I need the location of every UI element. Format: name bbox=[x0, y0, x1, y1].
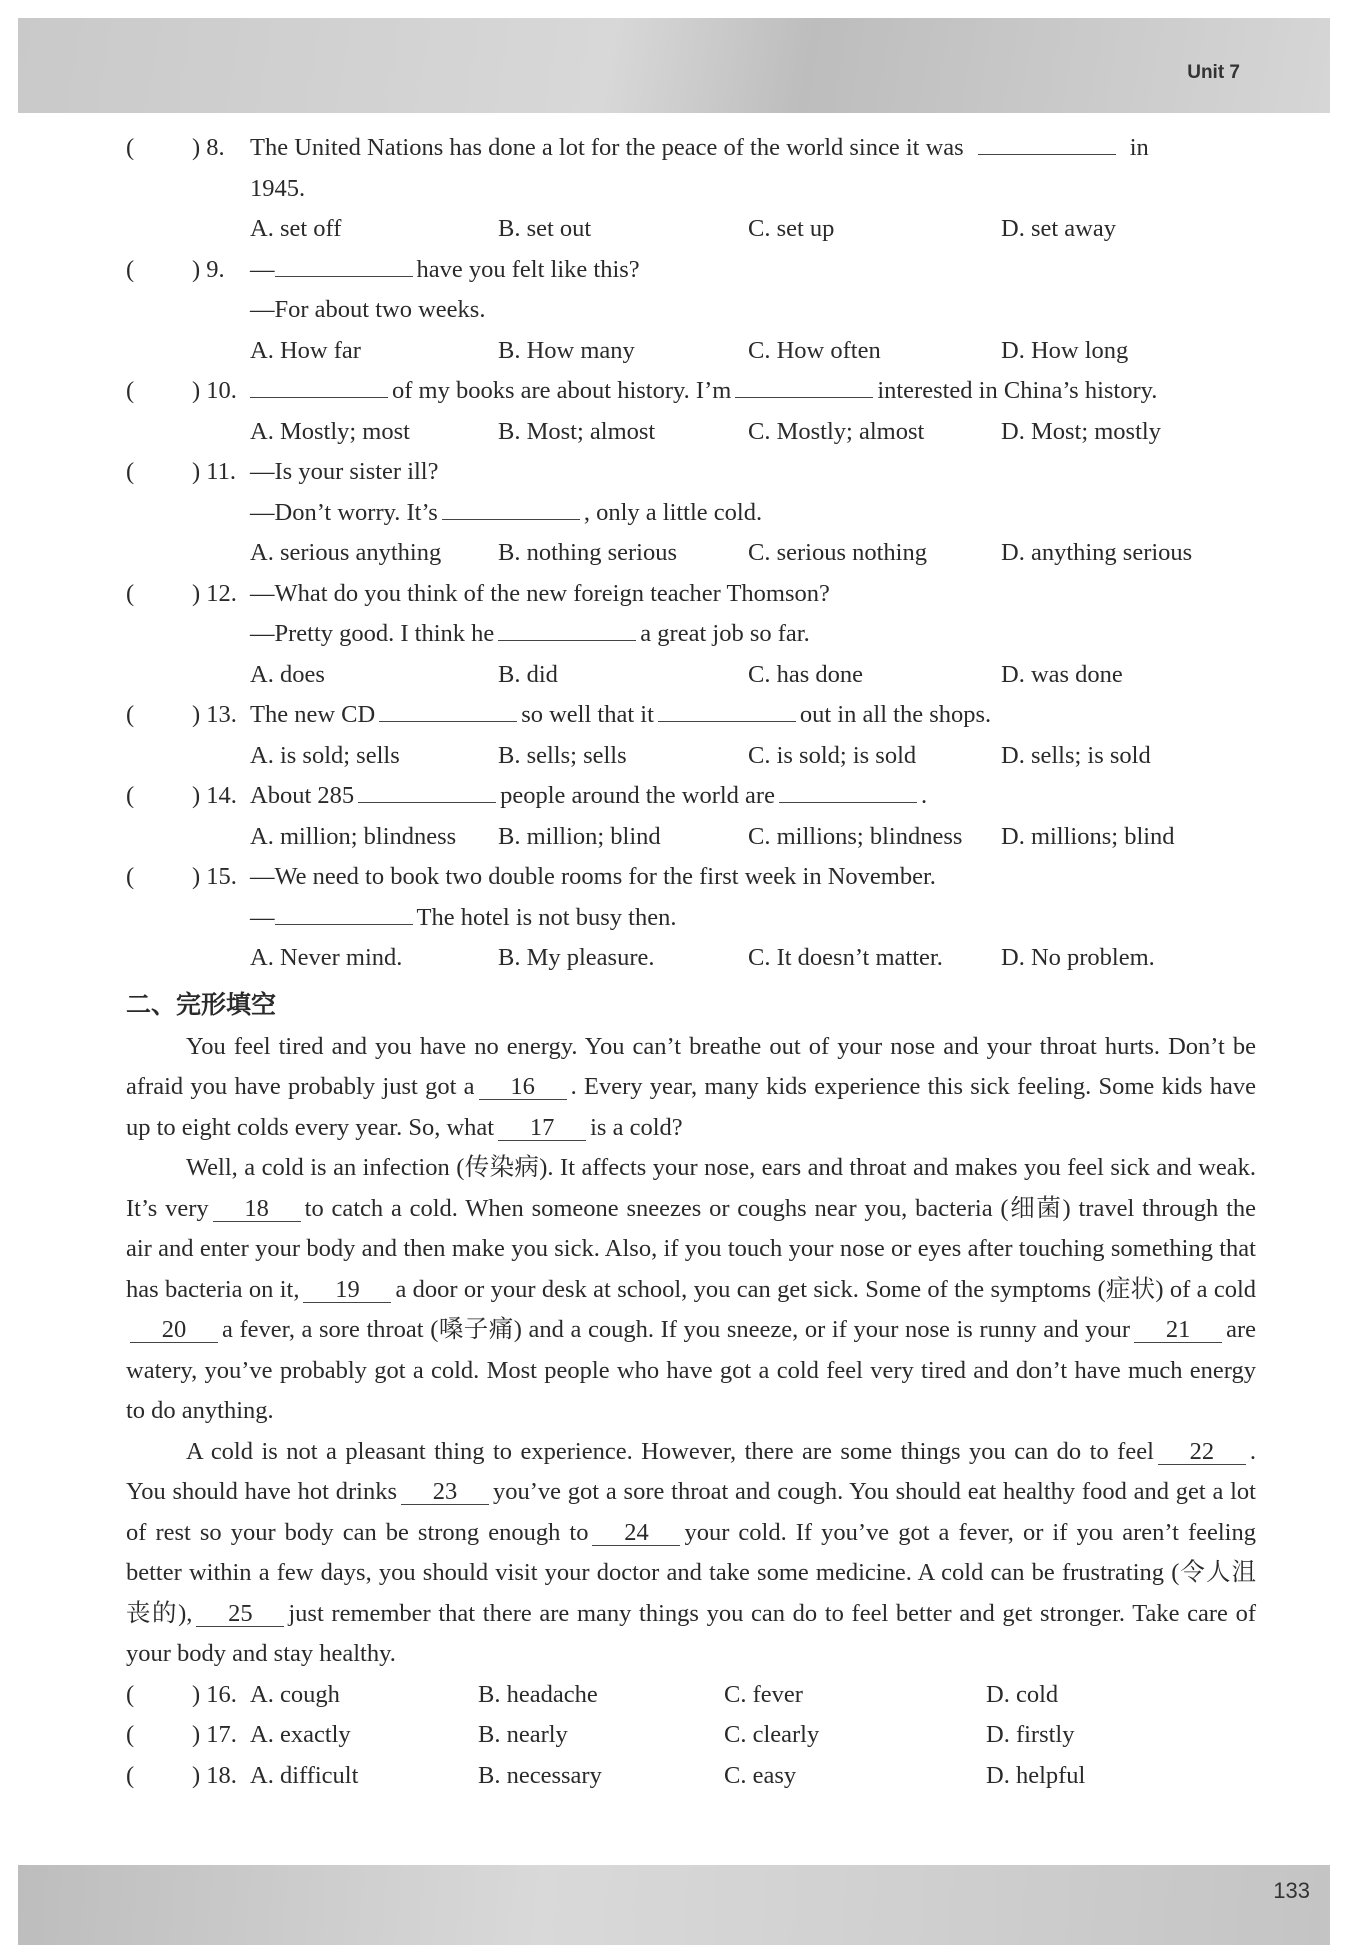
passage-text: just remember that there are many things you can do to feel better and get stronger. Take care of your body and stay healthy. bbox=[126, 1599, 1256, 1667]
cloze-gap-16[interactable]: 16 bbox=[479, 1075, 567, 1100]
option-b: B. Most; almost bbox=[498, 417, 656, 445]
question-stem: in bbox=[1129, 134, 1149, 161]
option-b: B. million; blind bbox=[498, 822, 661, 850]
answer-blank[interactable] bbox=[735, 375, 873, 398]
question-number: ) 18. bbox=[192, 1761, 237, 1789]
option-d: D. millions; blind bbox=[1001, 822, 1175, 850]
passage-text: A cold is not a pleasant thing to experience. However, there are some things you can do to feel bbox=[186, 1437, 1154, 1465]
answer-blank[interactable] bbox=[250, 375, 388, 398]
cloze-gap-22[interactable]: 22 bbox=[1158, 1440, 1246, 1465]
option-c: C. fever bbox=[724, 1680, 803, 1708]
option-a: A. set off bbox=[250, 215, 342, 242]
answer-blank[interactable] bbox=[779, 780, 917, 803]
option-b: B. sells; sells bbox=[498, 741, 627, 769]
answer-paren: ( bbox=[126, 701, 135, 728]
answer-blank[interactable] bbox=[275, 254, 413, 277]
answer-blank[interactable] bbox=[275, 902, 413, 925]
answer-paren: ( bbox=[126, 458, 135, 485]
question-number: ) 14. bbox=[192, 782, 237, 809]
answer-paren: ( bbox=[126, 1680, 135, 1708]
question-number: ) 13. bbox=[192, 701, 237, 728]
question-number: ) 11. bbox=[192, 458, 236, 485]
option-c: C. millions; blindness bbox=[748, 822, 963, 850]
option-d: D. was done bbox=[1001, 660, 1123, 688]
cloze-question-16 bbox=[126, 1675, 1256, 1716]
question-stem: — bbox=[250, 255, 275, 283]
option-d: D. firstly bbox=[986, 1721, 1075, 1748]
question-number: ) 15. bbox=[192, 863, 237, 890]
question-stem: —We need to book two double rooms for the first week in November. bbox=[250, 863, 936, 890]
passage-text: you’ve got a sore throat and cough. You should eat healthy food and get a lot of rest so your body can be strong enough to bbox=[126, 1478, 1256, 1546]
page-content bbox=[126, 128, 1256, 1796]
question-number: ) 17. bbox=[192, 1721, 237, 1748]
option-a: A. difficult bbox=[250, 1761, 359, 1789]
question-8 bbox=[126, 128, 1256, 250]
option-b: B. headache bbox=[478, 1680, 598, 1708]
question-stem: out in all the shops. bbox=[799, 701, 992, 728]
option-d: D. No problem. bbox=[1001, 944, 1155, 971]
option-d: D. sells; is sold bbox=[1001, 741, 1151, 769]
answer-paren: ( bbox=[126, 782, 135, 809]
option-a: A. exactly bbox=[250, 1721, 351, 1748]
option-b: B. nothing serious bbox=[498, 539, 677, 566]
page-number: 133 bbox=[1273, 1878, 1310, 1903]
option-b: B. set out bbox=[498, 215, 592, 242]
question-stem: of my books are about history. I’m bbox=[392, 377, 732, 404]
answer-paren: ( bbox=[126, 134, 135, 161]
question-stem: —For about two weeks. bbox=[250, 296, 486, 323]
answer-paren: ( bbox=[126, 1721, 135, 1748]
question-stem: — bbox=[250, 903, 275, 931]
question-stem: About 285 bbox=[250, 782, 355, 809]
answer-paren: ( bbox=[126, 579, 135, 607]
question-number: ) 9. bbox=[192, 255, 225, 283]
passage-text: You feel tired and you have no energy. You can’t breathe out of your nose and your throat hurts. Don’t be afraid you have probably just got a bbox=[126, 1032, 1256, 1100]
option-d: D. anything serious bbox=[1001, 539, 1193, 566]
option-d: D. cold bbox=[986, 1680, 1059, 1708]
cloze-gap-17[interactable]: 17 bbox=[498, 1116, 586, 1141]
option-b: B. nearly bbox=[478, 1721, 568, 1748]
answer-paren: ( bbox=[126, 255, 135, 283]
header-band bbox=[18, 18, 1330, 113]
cloze-gap-20[interactable]: 20 bbox=[130, 1318, 218, 1343]
option-a: A. does bbox=[250, 660, 325, 688]
option-c: C. It doesn’t matter. bbox=[748, 944, 943, 971]
option-a: A. serious anything bbox=[250, 539, 442, 566]
question-stem: have you felt like this? bbox=[416, 255, 640, 283]
question-stem: —Is your sister ill? bbox=[250, 458, 439, 485]
cloze-gap-18[interactable]: 18 bbox=[213, 1197, 301, 1222]
option-c: C. easy bbox=[724, 1761, 797, 1789]
passage-text: . Every year, many kids experience this sick feeling. Some kids have up to eight colds every year. So, what bbox=[126, 1073, 1256, 1141]
option-c: C. serious nothing bbox=[748, 539, 927, 566]
cloze-gap-25[interactable]: 25 bbox=[196, 1602, 284, 1627]
option-b: B. My pleasure. bbox=[498, 944, 655, 971]
answer-blank[interactable] bbox=[498, 618, 636, 641]
question-stem: The hotel is not busy then. bbox=[416, 903, 677, 931]
question-stem: 1945. bbox=[250, 174, 306, 202]
cloze-question-17 bbox=[126, 1715, 1256, 1756]
option-a: A. cough bbox=[250, 1680, 340, 1708]
question-15 bbox=[126, 857, 1256, 979]
option-a: A. is sold; sells bbox=[250, 741, 400, 769]
option-c: C. clearly bbox=[724, 1721, 820, 1748]
option-b: B. How many bbox=[498, 336, 635, 364]
question-stem: , only a little cold. bbox=[583, 498, 763, 526]
option-a: A. How far bbox=[250, 336, 361, 364]
answer-blank[interactable] bbox=[442, 497, 580, 520]
option-a: A. Mostly; most bbox=[250, 417, 410, 445]
passage-text: . You should have hot drinks bbox=[126, 1437, 1256, 1505]
answer-blank[interactable] bbox=[358, 780, 496, 803]
passage-paragraph-2 bbox=[126, 1148, 1256, 1432]
question-12 bbox=[126, 574, 1256, 696]
question-stem: . bbox=[920, 782, 928, 809]
answer-blank[interactable] bbox=[379, 699, 517, 722]
option-c: C. has done bbox=[748, 660, 863, 688]
question-stem: —What do you think of the new foreign teacher Thomson? bbox=[250, 579, 830, 607]
question-stem: The United Nations has done a lot for the peace of the world since it was bbox=[250, 134, 964, 161]
cloze-gap-19[interactable]: 19 bbox=[303, 1278, 391, 1303]
option-d: D. helpful bbox=[986, 1761, 1086, 1789]
question-13 bbox=[126, 695, 1256, 776]
question-14 bbox=[126, 776, 1256, 857]
answer-blank[interactable] bbox=[978, 132, 1116, 155]
footer-band bbox=[18, 1865, 1330, 1945]
answer-paren: ( bbox=[126, 1761, 135, 1789]
question-11 bbox=[126, 452, 1256, 574]
option-b: B. did bbox=[498, 660, 558, 688]
cloze-gap-21[interactable]: 21 bbox=[1134, 1318, 1222, 1343]
cloze-gap-23[interactable]: 23 bbox=[401, 1480, 489, 1505]
question-stem: a great job so far. bbox=[640, 620, 810, 647]
unit-label: Unit 7 bbox=[1187, 62, 1240, 83]
question-stem: interested in China’s history. bbox=[877, 377, 1158, 404]
answer-blank[interactable] bbox=[658, 699, 796, 722]
passage-text: a door or your desk at school, you can get sick. Some of the symptoms (症状) of a cold bbox=[395, 1275, 1257, 1303]
question-number: ) 12. bbox=[192, 579, 237, 607]
answer-paren: ( bbox=[126, 863, 135, 890]
option-d: D. set away bbox=[1001, 215, 1116, 242]
passage-text: Well, a cold is an infection (传染病). It affects your nose, ears and throat and makes you feel sick and weak. It’s very bbox=[126, 1154, 1256, 1222]
passage-text: are watery, you’ve probably got a cold. Most people who have got a cold feel very tired and don’t have much energy to do anything. bbox=[126, 1316, 1256, 1424]
passage-text: your cold. If you’ve got a fever, or if you aren’t feeling better within a few days, you should visit your doctor and take some medicine. A cold can be frustrating (令人沮丧的), bbox=[126, 1518, 1256, 1627]
option-d: D. Most; mostly bbox=[1001, 417, 1161, 445]
answer-paren: ( bbox=[126, 377, 135, 404]
question-9 bbox=[126, 250, 1256, 372]
question-number: ) 10. bbox=[192, 377, 237, 404]
question-number: ) 8. bbox=[192, 134, 225, 161]
question-stem: people around the world are bbox=[500, 782, 775, 809]
cloze-gap-24[interactable]: 24 bbox=[592, 1521, 680, 1546]
option-c: C. How often bbox=[748, 336, 881, 364]
passage-text: to catch a cold. When someone sneezes or coughs near you, bacteria (细菌) travel through the air and enter your body and then make you sick. Also, if you touch your nose or eyes after touching something that has bacteria on it, bbox=[126, 1194, 1257, 1303]
option-a: A. Never mind. bbox=[250, 944, 403, 971]
option-c: C. set up bbox=[748, 215, 835, 242]
option-b: B. necessary bbox=[478, 1761, 602, 1789]
question-number: ) 16. bbox=[192, 1680, 237, 1708]
question-stem: The new CD bbox=[250, 701, 376, 728]
option-c: C. is sold; is sold bbox=[748, 741, 917, 769]
cloze-question-18 bbox=[126, 1756, 1256, 1797]
passage-paragraph-1 bbox=[126, 1027, 1256, 1149]
question-stem: —Don’t worry. It’s bbox=[250, 498, 438, 526]
question-stem: —Pretty good. I think he bbox=[250, 620, 495, 647]
section-title: 二、完形填空 bbox=[126, 989, 277, 1019]
option-c: C. Mostly; almost bbox=[748, 417, 925, 445]
question-stem: so well that it bbox=[521, 701, 654, 728]
passage-paragraph-3 bbox=[126, 1432, 1256, 1675]
passage-text: a fever, a sore throat (嗓子痛) and a cough. If you sneeze, or if your nose is runny and your bbox=[222, 1316, 1131, 1343]
passage-text: is a cold? bbox=[590, 1113, 683, 1141]
option-d: D. How long bbox=[1001, 336, 1129, 364]
option-a: A. million; blindness bbox=[250, 822, 457, 850]
question-10 bbox=[126, 371, 1256, 452]
